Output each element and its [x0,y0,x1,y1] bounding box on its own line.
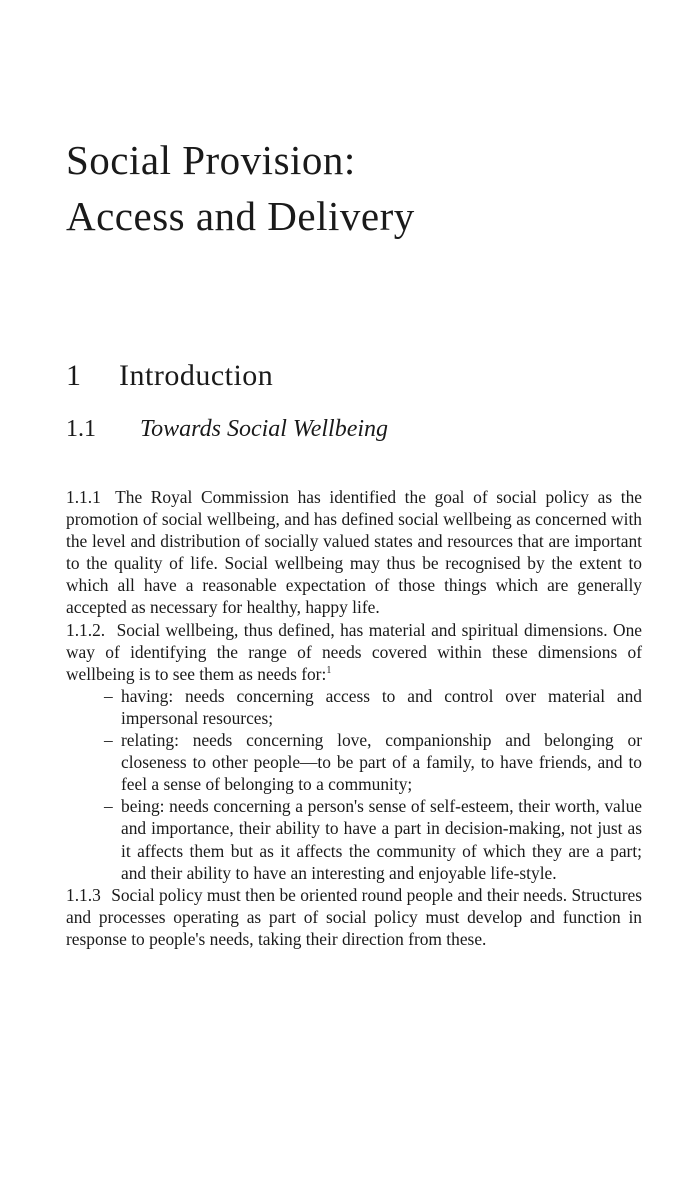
chapter-title: Introduction [119,359,274,392]
document-title-line-1: Social Provision: [66,137,356,184]
list-item-being [104,795,642,883]
list-item-having [104,685,642,729]
paragraph-1-1-3 [66,884,642,950]
list-item-relating [104,729,642,795]
list-dash: – [104,730,113,751]
paragraph-text: The Royal Commission has identified the goal of social policy as the promotion of social wellbeing, and has defined social wellbeing as concerned with the level and distribution of socially valued states and resources that are important to the quality of life. Social wellbeing may thus be recognised by the extent to which all have a reasonable expectation of those things which are generally accepted as necessary for healthy, happy life. [66,487,642,618]
list-dash: – [104,685,113,706]
footnote-marker: 1 [326,664,332,676]
paragraph-text: Social wellbeing, thus defined, has material and spiritual dimensions. One way of identifying the range of needs covered within these dimensions of wellbeing is to see them as needs for: [66,619,642,684]
chapter-heading [66,356,273,396]
list-item-text: relating: needs concerning love, companionship and belonging or closeness to other people—to be part of a family, to have friends, and to feel a sense of belonging to a community; [121,730,642,795]
document-title-line-2: Access and Delivery [66,193,415,240]
section-number: 1.1 [66,416,96,442]
paragraph-number: 1.1.1 [66,487,101,507]
paragraph-number: 1.1.2. [66,619,106,640]
list-item-text: being: needs concerning a person's sense of self-esteem, their worth, value and importance, their ability to have a part in decision-making, not just as it affects them but as it affects the community of which they are a part; and their ability to have an interesting and enjoyable life-style. [121,796,642,883]
paragraph-1-1-2 [66,619,642,685]
section-heading [66,413,388,445]
list-item-text: having: needs concerning access to and control over material and impersonal resources; [121,685,642,728]
document-title [66,132,666,244]
body-text [66,486,642,950]
paragraph-number: 1.1.3 [66,884,101,905]
chapter-number: 1 [66,359,82,392]
needs-list [66,685,642,884]
paragraph-text: Social policy must then be oriented round people and their needs. Structures and processes operating as part of social policy must develop and function in response to people's needs, taking their direction from these. [66,884,642,949]
list-dash: – [104,796,113,817]
section-title: Towards Social Wellbeing [140,416,389,442]
paragraph-1-1-1 [66,486,642,619]
